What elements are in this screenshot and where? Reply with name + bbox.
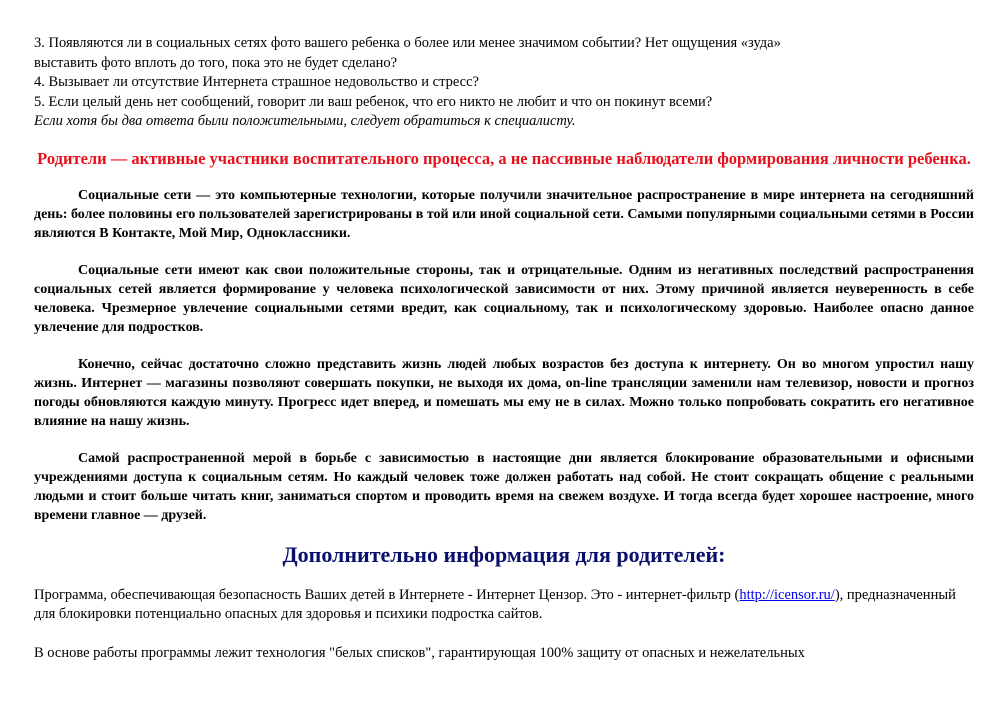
paragraph-blocking-measures: Самой распространенной мерой в борьбе с зависимостью в настоящие дни является блокирование образовательными и офисными учреждениями доступа к социальным сетям. Но каждый человек тоже должен работать над собой. Не стоит сокращать общение с реальными людьми и стоит больше читать книг, заниматься спортом и проводить время на свежем воздухе. И тогда всегда будет хорошее настроение, много времени главное — друзей. [34, 450, 974, 523]
program-info-text-before: Программа, обеспечивающая безопасность Ваших детей в Интернете - Интернет Цензор. Это - интернет-фильтр ( [34, 586, 740, 603]
question-3-line-1: 3. Появляются ли в социальных сетях фото вашего ребенка о более или менее значимом событии? Нет ощущения «зуда» [34, 35, 781, 51]
parents-heading: Родители — активные участники воспитательного процесса, а не пассивные наблюдатели формирования личности ребенка. [37, 148, 971, 168]
icensor-link[interactable]: http://icensor.ru/ [739, 586, 835, 603]
document-page [34, 34, 974, 663]
whitelist-paragraph: В основе работы программы лежит технология "белых списков", гарантирующая 100% защиту от опасных и нежелательных [34, 644, 805, 661]
question-4: 4. Вызывает ли отсутствие Интернета страшное недовольство и стресс? [34, 74, 479, 90]
questionnaire-conclusion: Если хотя бы два ответа были положительными, следует обратиться к специалисту. [34, 113, 576, 129]
additional-info-heading: Дополнительно информация для родителей: [282, 541, 726, 567]
program-info-paragraph [34, 586, 974, 625]
program-info-text-after: ), предназначенный для блокировки потенциально опасных для здоровья и психики подростка сайтов. [34, 586, 956, 622]
paragraph-internet-life: Конечно, сейчас достаточно сложно представить жизнь людей любых возрастов без доступа к интернету. Он во многом упростил нашу жизнь. Интернет — магазины позволяют совершать покупки, не выходя их дома, on-line трансляции заменили нам телевизор, новости и прогноз погоды обновляются каждую минуту. Прогресс идет вперед, и помешать мы ему не в силах. Можно только попробовать сократить его негативное влияние на нашу жизнь. [34, 356, 974, 429]
question-5: 5. Если целый день нет сообщений, говорит ли ваш ребенок, что его никто не любит и что он покинут всеми? [34, 93, 713, 110]
question-3-line-2: выставить фото вплоть до того, пока это не будет сделано? [34, 54, 398, 71]
paragraph-social-networks-definition: Социальные сети — это компьютерные технологии, которые получили значительное распространение в мире интернета на сегодняшний день: более половины его пользователей зарегистрированы в той или иной социальной сети. Самыми популярными социальными сетями в России являются В Контакте, Мой Мир, Одноклассники. [34, 187, 974, 241]
paragraph-pros-cons: Социальные сети имеют как свои положительные стороны, так и отрицательные. Одним из негативных последствий распространения социальных сетей является формирование у человека психологической зависимости от них. Этому причиной является неуверенность в себе человека. Чрезмерное увлечение социальными сетями вредит, как социальному, так и психологическому здоровью. Наиболее опасно данное увлечение для подростков. [34, 262, 974, 335]
